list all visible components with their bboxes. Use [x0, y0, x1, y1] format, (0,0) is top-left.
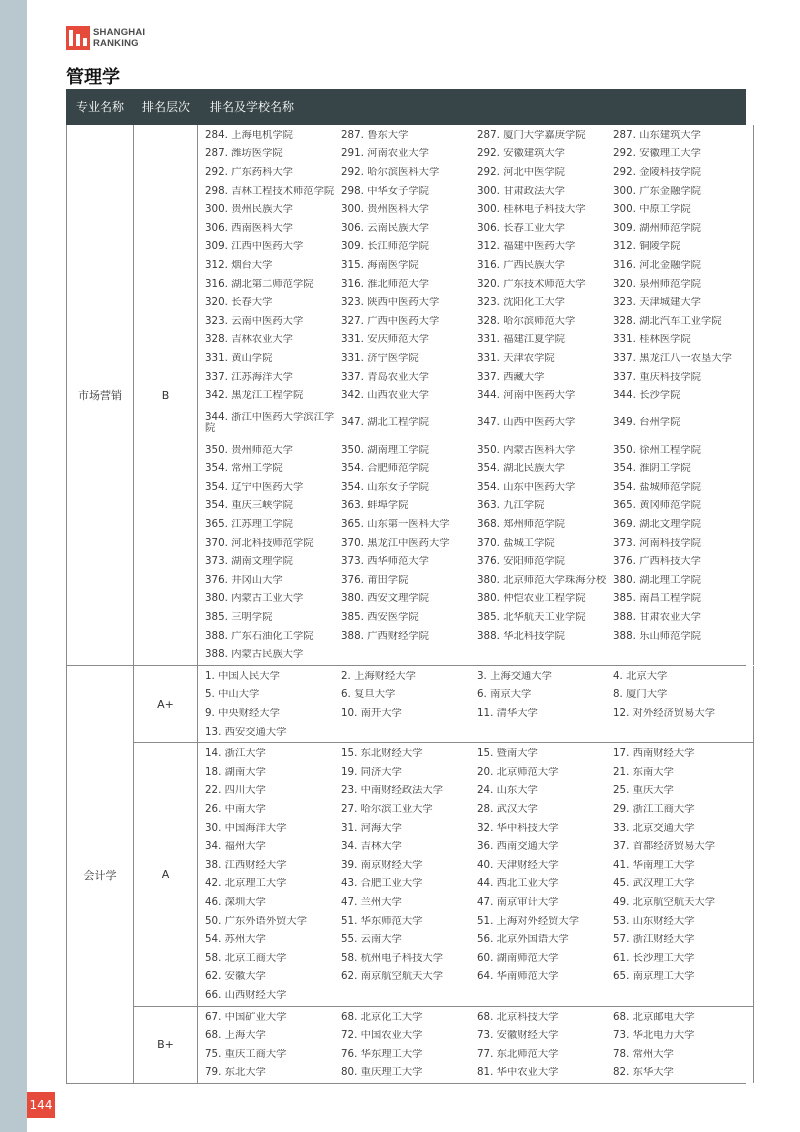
school-entry: 47. 兰州大学 — [341, 896, 402, 908]
school-entry: 298. 中华女子学院 — [341, 185, 429, 197]
school-entry: 21. 东南大学 — [613, 766, 674, 778]
school-entry: 385. 三明学院 — [205, 612, 273, 624]
school-entry: 8. 厦门大学 — [613, 689, 668, 701]
school-entry: 388. 华北科技学院 — [477, 630, 565, 642]
logo-line-1: SHANGHAI — [93, 27, 146, 38]
school-entry: 309. 湖州师范学院 — [613, 222, 701, 234]
school-entry: 331. 安庆师范大学 — [341, 334, 429, 346]
school-entry: 14. 浙江大学 — [205, 748, 266, 760]
school-entry: 20. 北京师范大学 — [477, 766, 559, 778]
section-title: 管理学 — [66, 67, 120, 88]
school-entry: 78. 常州大学 — [613, 1048, 674, 1060]
levels — [134, 666, 754, 1083]
school-entry: 370. 黑龙江中医药大学 — [341, 537, 450, 549]
school-entry: 344. 河南中医药大学 — [477, 390, 576, 402]
major-name: 市场营销 — [66, 125, 134, 665]
school-entry: 380. 湖北理工学院 — [613, 574, 701, 586]
school-entry: 3. 上海交通大学 — [477, 670, 552, 682]
school-entry: 292. 哈尔滨医科大学 — [341, 166, 440, 178]
side-strip — [0, 0, 27, 1132]
school-entry: 68. 北京科技大学 — [477, 1011, 559, 1023]
school-entry: 50. 广东外语外贸大学 — [205, 915, 308, 927]
school-entry: 350. 内蒙古医科大学 — [477, 444, 576, 456]
ranking-table — [66, 89, 746, 1084]
school-entry: 350. 贵州师范大学 — [205, 444, 293, 456]
school-entry: 316. 广西民族大学 — [477, 259, 565, 271]
school-entry: 19. 同济大学 — [341, 766, 402, 778]
school-entry: 40. 天津财经大学 — [477, 859, 559, 871]
school-entry: 18. 湖南大学 — [205, 766, 266, 778]
school-entry: 312. 铜陵学院 — [613, 241, 681, 253]
school-entry: 306. 长春工业大学 — [477, 222, 565, 234]
school-entry: 354. 山东中医药大学 — [477, 481, 576, 493]
school-entry: 25. 重庆大学 — [613, 785, 674, 797]
school-entry: 58. 北京工商大学 — [205, 952, 287, 964]
school-entry: 354. 常州工学院 — [205, 463, 283, 475]
shanghai-ranking-logo — [66, 26, 145, 50]
school-entry: 388. 内蒙古民族大学 — [205, 649, 304, 661]
school-entry: 376. 井冈山大学 — [205, 574, 283, 586]
school-entry: 64. 华南师范大学 — [477, 971, 559, 983]
school-entry: 26. 中南大学 — [205, 803, 266, 815]
school-entry: 292. 金陵科技学院 — [613, 166, 701, 178]
school-entry: 385. 西安医学院 — [341, 612, 419, 624]
school-entry: 42. 北京理工大学 — [205, 878, 287, 890]
major-block-marketing — [66, 125, 746, 666]
school-entry: 316. 河北金融学院 — [613, 259, 701, 271]
school-entry: 11. 清华大学 — [477, 708, 538, 720]
school-entry: 6. 复旦大学 — [341, 689, 396, 701]
school-entry: 51. 华东师范大学 — [341, 915, 423, 927]
school-entry: 292. 安徽理工大学 — [613, 148, 701, 160]
school-grid — [198, 125, 754, 665]
school-entry: 28. 武汉大学 — [477, 803, 538, 815]
school-entry: 320. 广东技术师范大学 — [477, 278, 586, 290]
school-entry: 328. 哈尔滨师范大学 — [477, 315, 576, 327]
school-entry: 38. 江西财经大学 — [205, 859, 287, 871]
school-entry: 34. 福州大学 — [205, 841, 266, 853]
school-entry: 68. 北京邮电大学 — [613, 1011, 695, 1023]
school-entry: 49. 北京航空航天大学 — [613, 896, 716, 908]
page-number: 144 — [27, 1092, 55, 1118]
school-entry: 331. 黄山学院 — [205, 352, 273, 364]
school-entry: 55. 云南大学 — [341, 934, 402, 946]
school-entry: 53. 山东财经大学 — [613, 915, 695, 927]
school-entry: 337. 江苏海洋大学 — [205, 371, 293, 383]
level-row — [134, 742, 754, 1005]
school-entry: 32. 华中科技大学 — [477, 822, 559, 834]
school-entry: 4. 北京大学 — [613, 670, 668, 682]
school-entry: 342. 山西农业大学 — [341, 390, 429, 402]
school-entry: 1. 中国人民大学 — [205, 670, 280, 682]
school-entry: 388. 广东石油化工学院 — [205, 630, 314, 642]
school-entry: 81. 华中农业大学 — [477, 1067, 559, 1079]
school-entry: 316. 湖北第二师范学院 — [205, 278, 314, 290]
school-entry: 331. 桂林医学院 — [613, 334, 691, 346]
level-name: B — [134, 125, 198, 665]
school-entry: 347. 山西中医药大学 — [477, 417, 576, 429]
school-entry: 306. 西南医科大学 — [205, 222, 293, 234]
school-entry: 27. 哈尔滨工业大学 — [341, 803, 433, 815]
school-entry: 354. 湖北民族大学 — [477, 463, 565, 475]
school-entry: 337. 重庆科技学院 — [613, 371, 701, 383]
school-entry: 331. 天津农学院 — [477, 352, 555, 364]
school-entry: 312. 福建中医药大学 — [477, 241, 576, 253]
school-entry: 365. 江苏理工学院 — [205, 519, 293, 531]
level-name: B+ — [134, 1007, 198, 1083]
ranking-logo-mark-icon — [66, 26, 90, 50]
school-entry: 300. 贵州医科大学 — [341, 204, 429, 216]
school-entry: 39. 南京财经大学 — [341, 859, 423, 871]
school-entry: 331. 福建江夏学院 — [477, 334, 565, 346]
school-entry: 300. 中原工学院 — [613, 204, 691, 216]
school-entry: 30. 中国海洋大学 — [205, 822, 287, 834]
school-entry: 72. 中国农业大学 — [341, 1030, 423, 1042]
school-entry: 15. 东北财经大学 — [341, 748, 423, 760]
school-entry: 376. 安阳师范学院 — [477, 556, 565, 568]
school-entry: 316. 淮北师范大学 — [341, 278, 429, 290]
major-block-accounting — [66, 666, 746, 1084]
school-entry: 309. 江西中医药大学 — [205, 241, 304, 253]
school-entry: 323. 天津城建大学 — [613, 297, 701, 309]
school-entry: 320. 泉州师范学院 — [613, 278, 701, 290]
school-entry: 75. 重庆工商大学 — [205, 1048, 287, 1060]
school-entry: 312. 烟台大学 — [205, 259, 273, 271]
level-name: A — [134, 743, 198, 1005]
school-entry: 354. 合肥师范学院 — [341, 463, 429, 475]
school-entry: 34. 吉林大学 — [341, 841, 402, 853]
school-entry: 61. 长沙理工大学 — [613, 952, 695, 964]
school-entry: 2. 上海财经大学 — [341, 670, 416, 682]
school-entry: 51. 上海对外经贸大学 — [477, 915, 580, 927]
school-entry: 344. 浙江中医药大学滨江学院 — [205, 411, 335, 434]
school-entry: 363. 九江学院 — [477, 500, 545, 512]
school-grid — [198, 666, 754, 742]
school-entry: 354. 山东女子学院 — [341, 481, 429, 493]
school-entry: 46. 深圳大学 — [205, 896, 266, 908]
school-entry: 287. 鲁东大学 — [341, 129, 409, 141]
school-entry: 41. 华南理工大学 — [613, 859, 695, 871]
school-entry: 320. 长春大学 — [205, 297, 273, 309]
school-entry: 31. 河海大学 — [341, 822, 402, 834]
school-entry: 388. 广西财经学院 — [341, 630, 429, 642]
school-entry: 388. 乐山师范学院 — [613, 630, 701, 642]
school-entry: 337. 青岛农业大学 — [341, 371, 429, 383]
school-entry: 337. 黑龙江八一农垦大学 — [613, 352, 732, 364]
school-entry: 287. 山东建筑大学 — [613, 129, 701, 141]
school-entry: 370. 河北科技师范学院 — [205, 537, 314, 549]
level-row — [134, 125, 754, 665]
school-entry: 373. 河南科技学院 — [613, 537, 701, 549]
school-entry: 62. 南京航空航天大学 — [341, 971, 444, 983]
school-entry: 17. 西南财经大学 — [613, 748, 695, 760]
school-entry: 66. 山西财经大学 — [205, 989, 287, 1001]
school-entry: 306. 云南民族大学 — [341, 222, 429, 234]
school-entry: 331. 济宁医学院 — [341, 352, 419, 364]
school-entry: 370. 盐城工学院 — [477, 537, 555, 549]
school-entry: 298. 吉林工程技术师范学院 — [205, 185, 335, 197]
level-row — [134, 666, 754, 742]
school-entry: 12. 对外经济贸易大学 — [613, 708, 716, 720]
school-entry: 58. 杭州电子科技大学 — [341, 952, 444, 964]
school-entry: 79. 东北大学 — [205, 1067, 266, 1079]
logo-text — [93, 27, 145, 49]
school-entry: 376. 广西科技大学 — [613, 556, 701, 568]
school-entry: 350. 徐州工程学院 — [613, 444, 701, 456]
school-entry: 60. 湖南师范大学 — [477, 952, 559, 964]
school-entry: 13. 西安交通大学 — [205, 726, 287, 738]
school-entry: 68. 北京化工大学 — [341, 1011, 423, 1023]
school-entry: 323. 陕西中医药大学 — [341, 297, 440, 309]
school-entry: 323. 沈阳化工大学 — [477, 297, 565, 309]
school-entry: 328. 湖北汽车工业学院 — [613, 315, 722, 327]
school-entry: 292. 广东药科大学 — [205, 166, 293, 178]
level-row — [134, 1006, 754, 1083]
levels — [134, 125, 754, 665]
school-entry: 62. 安徽大学 — [205, 971, 266, 983]
school-entry: 380. 北京师范大学珠海分校 — [477, 574, 607, 586]
header-level: 排名层次 — [141, 100, 190, 114]
school-entry: 45. 武汉理工大学 — [613, 878, 695, 890]
school-entry: 29. 浙江工商大学 — [613, 803, 695, 815]
school-entry: 77. 东北师范大学 — [477, 1048, 559, 1060]
school-entry: 368. 郑州师范学院 — [477, 519, 565, 531]
school-entry: 23. 中南财经政法大学 — [341, 785, 444, 797]
school-entry: 73. 华北电力大学 — [613, 1030, 695, 1042]
school-entry: 365. 山东第一医科大学 — [341, 519, 450, 531]
school-entry: 373. 西华师范大学 — [341, 556, 429, 568]
school-entry: 354. 重庆三峡学院 — [205, 500, 293, 512]
school-entry: 15. 暨南大学 — [477, 748, 538, 760]
school-entry: 291. 河南农业大学 — [341, 148, 429, 160]
logo-line-2: RANKING — [93, 38, 139, 49]
school-entry: 385. 北华航天工业学院 — [477, 612, 586, 624]
school-entry: 5. 中山大学 — [205, 689, 260, 701]
school-entry: 36. 西南交通大学 — [477, 841, 559, 853]
school-entry: 43. 合肥工业大学 — [341, 878, 423, 890]
school-entry: 388. 甘肃农业大学 — [613, 612, 701, 624]
school-entry: 300. 广东金融学院 — [613, 185, 701, 197]
school-entry: 380. 西安文理学院 — [341, 593, 429, 605]
school-entry: 327. 广西中医药大学 — [341, 315, 440, 327]
school-grid — [198, 1007, 754, 1083]
school-entry: 287. 潍坊医学院 — [205, 148, 283, 160]
school-entry: 300. 桂林电子科技大学 — [477, 204, 586, 216]
school-entry: 54. 苏州大学 — [205, 934, 266, 946]
school-entry: 22. 四川大学 — [205, 785, 266, 797]
school-entry: 6. 南京大学 — [477, 689, 532, 701]
school-entry: 57. 浙江财经大学 — [613, 934, 695, 946]
header-major: 专业名称 — [75, 100, 124, 114]
school-entry: 344. 长沙学院 — [613, 390, 681, 402]
school-entry: 342. 黑龙江工程学院 — [205, 390, 304, 402]
school-entry: 380. 仲恺农业工程学院 — [477, 593, 586, 605]
school-entry: 350. 湖南理工学院 — [341, 444, 429, 456]
school-entry: 369. 湖北文理学院 — [613, 519, 701, 531]
school-entry: 365. 黄冈师范学院 — [613, 500, 701, 512]
school-entry: 284. 上海电机学院 — [205, 129, 293, 141]
school-entry: 33. 北京交通大学 — [613, 822, 695, 834]
school-entry: 347. 湖北工程学院 — [341, 417, 429, 429]
school-entry: 385. 南昌工程学院 — [613, 593, 701, 605]
school-entry: 67. 中国矿业大学 — [205, 1011, 287, 1023]
school-entry: 315. 海南医学院 — [341, 259, 419, 271]
school-entry: 363. 蚌埠学院 — [341, 500, 409, 512]
school-entry: 287. 厦门大学嘉庚学院 — [477, 129, 586, 141]
school-entry: 44. 西北工业大学 — [477, 878, 559, 890]
level-name: A+ — [134, 666, 198, 742]
school-entry: 56. 北京外国语大学 — [477, 934, 569, 946]
school-entry: 292. 安徽建筑大学 — [477, 148, 565, 160]
school-entry: 354. 辽宁中医药大学 — [205, 481, 304, 493]
school-entry: 323. 云南中医药大学 — [205, 315, 304, 327]
school-entry: 24. 山东大学 — [477, 785, 538, 797]
table-header — [66, 89, 746, 125]
school-entry: 47. 南京审计大学 — [477, 896, 559, 908]
school-entry: 309. 长江师范学院 — [341, 241, 429, 253]
school-entry: 354. 淮阴工学院 — [613, 463, 691, 475]
school-entry: 380. 内蒙古工业大学 — [205, 593, 304, 605]
school-entry: 349. 台州学院 — [613, 417, 681, 429]
school-entry: 354. 盐城师范学院 — [613, 481, 701, 493]
school-entry: 300. 甘肃政法大学 — [477, 185, 565, 197]
header-list: 排名及学校名称 — [210, 100, 295, 114]
school-entry: 328. 吉林农业大学 — [205, 334, 293, 346]
school-entry: 300. 贵州民族大学 — [205, 204, 293, 216]
school-entry: 337. 西藏大学 — [477, 371, 545, 383]
school-entry: 10. 南开大学 — [341, 708, 402, 720]
school-entry: 73. 安徽财经大学 — [477, 1030, 559, 1042]
school-entry: 76. 华东理工大学 — [341, 1048, 423, 1060]
school-entry: 376. 莆田学院 — [341, 574, 409, 586]
major-name: 会计学 — [66, 666, 134, 1083]
school-entry: 373. 湖南文理学院 — [205, 556, 293, 568]
school-grid — [198, 743, 754, 1005]
school-entry: 82. 东华大学 — [613, 1067, 674, 1079]
school-entry: 37. 首都经济贸易大学 — [613, 841, 716, 853]
school-entry: 80. 重庆理工大学 — [341, 1067, 423, 1079]
school-entry: 9. 中央财经大学 — [205, 708, 280, 720]
school-entry: 65. 南京理工大学 — [613, 971, 695, 983]
school-entry: 292. 河北中医学院 — [477, 166, 565, 178]
school-entry: 68. 上海大学 — [205, 1030, 266, 1042]
